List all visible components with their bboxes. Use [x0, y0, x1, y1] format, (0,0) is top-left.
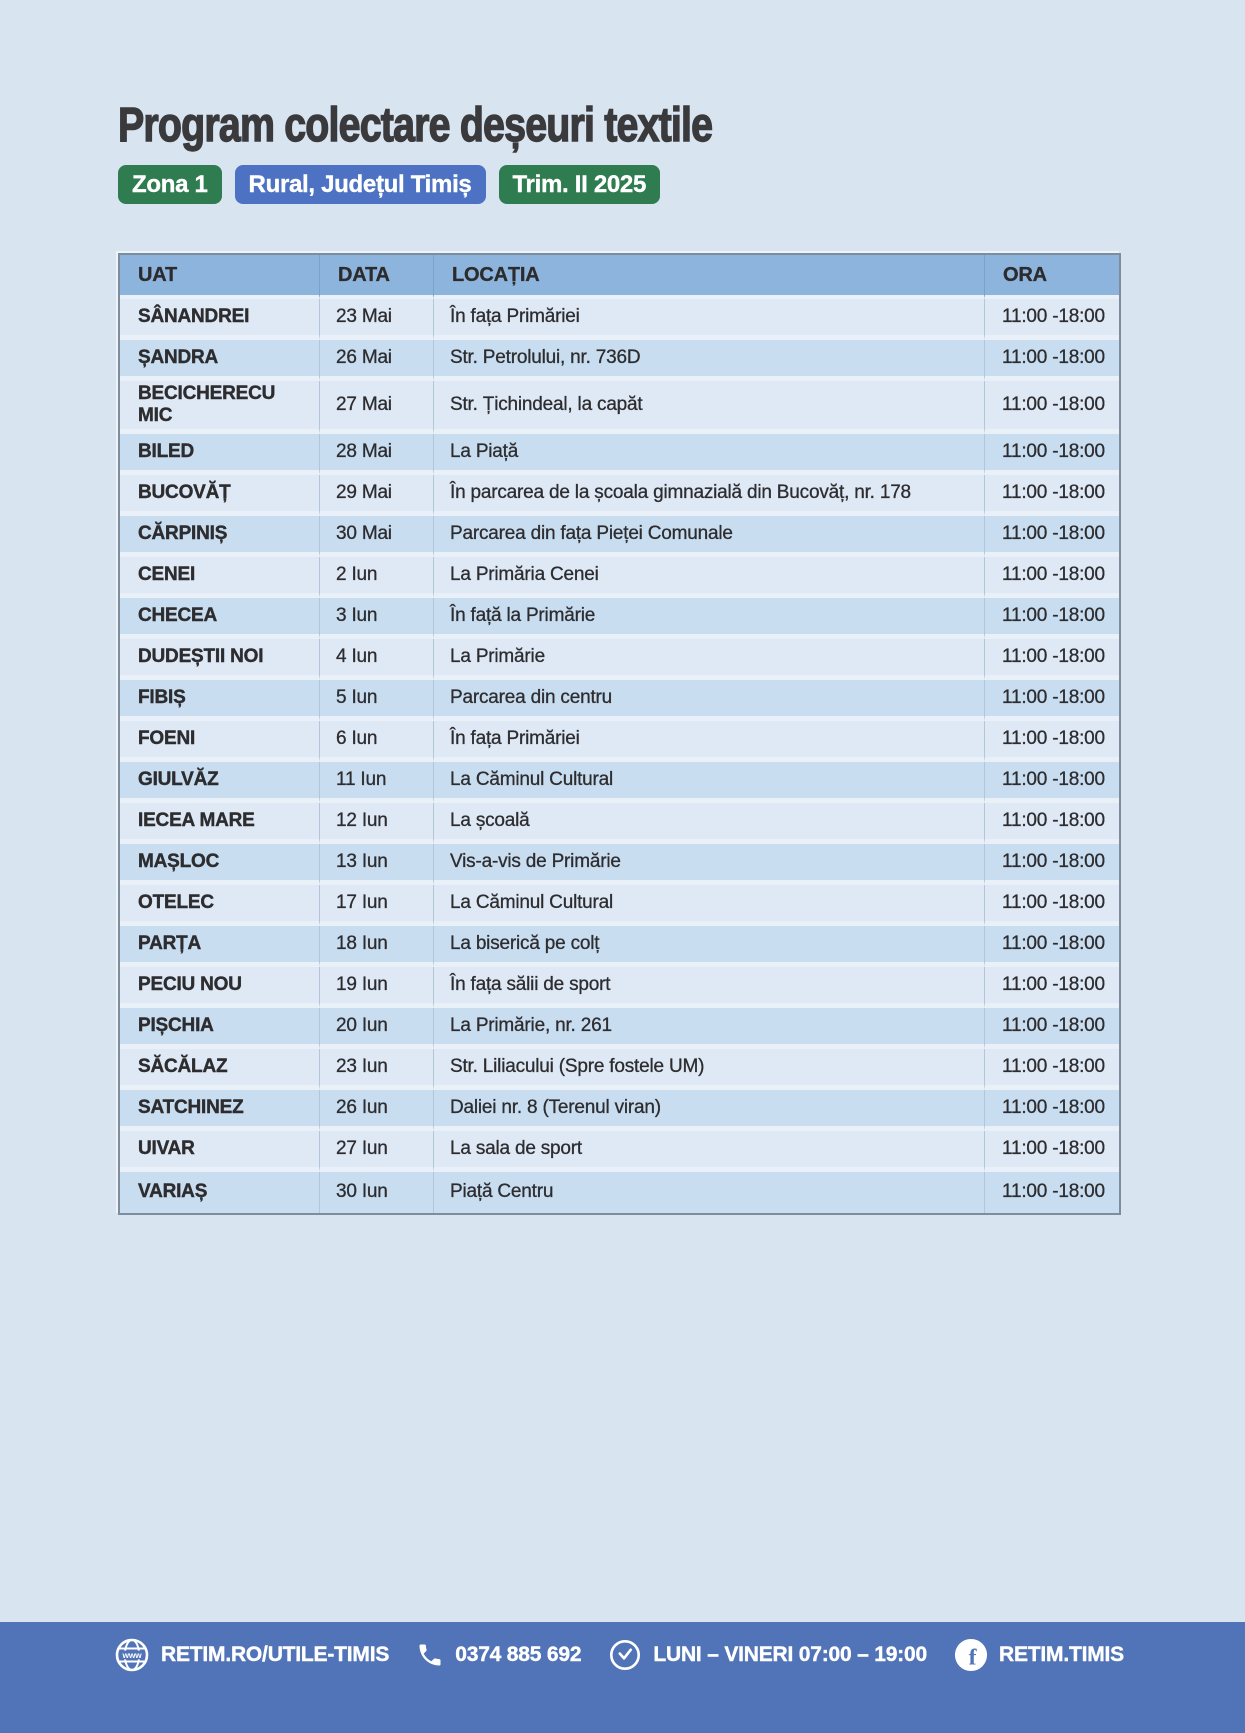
date-cell: 26 Mai: [320, 340, 434, 381]
footer-hours: [608, 1638, 927, 1672]
table-row: [120, 381, 1119, 434]
uat-cell: PARȚA: [120, 926, 320, 967]
location-cell: La Primăria Cenei: [434, 557, 985, 598]
uat-cell: SATCHINEZ: [120, 1090, 320, 1131]
table-row: [120, 967, 1119, 1008]
location-cell: În parcarea de la școala gimnazială din Bucovăț, nr. 178: [434, 475, 985, 516]
time-cell: 11:00 -18:00: [985, 299, 1119, 340]
uat-cell: SĂCĂLAZ: [120, 1049, 320, 1090]
svg-text:f: f: [968, 1644, 977, 1671]
table-row: [120, 1049, 1119, 1090]
column-header-locatia: LOCAȚIA: [434, 255, 985, 299]
time-cell: 11:00 -18:00: [985, 475, 1119, 516]
date-cell: 18 Iun: [320, 926, 434, 967]
uat-cell: BILED: [120, 434, 320, 475]
location-cell: În față la Primărie: [434, 598, 985, 639]
table-row: [120, 721, 1119, 762]
clock-icon: [608, 1638, 642, 1672]
globe-icon: [114, 1637, 150, 1673]
table-header-row: [120, 255, 1119, 299]
uat-cell: GIULVĂZ: [120, 762, 320, 803]
page-title: Program colectare deșeuri textile: [118, 99, 713, 152]
table-row: [120, 803, 1119, 844]
date-cell: 30 Mai: [320, 516, 434, 557]
time-cell: 11:00 -18:00: [985, 1090, 1119, 1131]
date-cell: 27 Iun: [320, 1131, 434, 1172]
location-cell: Parcarea din centru: [434, 680, 985, 721]
location-cell: La Căminul Cultural: [434, 885, 985, 926]
badge-zone: Zona 1: [118, 165, 222, 204]
uat-cell: SÂNANDREI: [120, 299, 320, 340]
table-row: [120, 885, 1119, 926]
schedule-table: [118, 253, 1121, 1215]
table-row: [120, 434, 1119, 475]
location-cell: Str. Petrolului, nr. 736D: [434, 340, 985, 381]
footer-facebook: [954, 1638, 1124, 1672]
table-row: [120, 1008, 1119, 1049]
location-cell: La Piață: [434, 434, 985, 475]
table-row: [120, 516, 1119, 557]
footer-phone-label: 0374 885 692: [455, 1643, 582, 1666]
time-cell: 11:00 -18:00: [985, 434, 1119, 475]
uat-cell: OTELEC: [120, 885, 320, 926]
location-cell: În fața Primăriei: [434, 721, 985, 762]
time-cell: 11:00 -18:00: [985, 516, 1119, 557]
date-cell: 20 Iun: [320, 1008, 434, 1049]
location-cell: Parcarea din fața Pieței Comunale: [434, 516, 985, 557]
footer-website-label: RETIM.RO/UTILE-TIMIS: [161, 1643, 390, 1666]
uat-cell: FIBIȘ: [120, 680, 320, 721]
footer-bar: [0, 1622, 1245, 1733]
location-cell: La Căminul Cultural: [434, 762, 985, 803]
date-cell: 13 Iun: [320, 844, 434, 885]
column-header-uat: UAT: [120, 255, 320, 299]
time-cell: 11:00 -18:00: [985, 381, 1119, 434]
time-cell: 11:00 -18:00: [985, 557, 1119, 598]
time-cell: 11:00 -18:00: [985, 639, 1119, 680]
table-row: [120, 557, 1119, 598]
uat-cell: CENEI: [120, 557, 320, 598]
date-cell: 6 Iun: [320, 721, 434, 762]
table-row: [120, 1090, 1119, 1131]
date-cell: 3 Iun: [320, 598, 434, 639]
uat-cell: VARIAȘ: [120, 1172, 320, 1213]
uat-cell: MAȘLOC: [120, 844, 320, 885]
column-header-ora: ORA: [985, 255, 1119, 299]
location-cell: La Primărie: [434, 639, 985, 680]
location-cell: La biserică pe colț: [434, 926, 985, 967]
date-cell: 23 Iun: [320, 1049, 434, 1090]
date-cell: 12 Iun: [320, 803, 434, 844]
table-row: [120, 1131, 1119, 1172]
column-header-data: DATA: [320, 255, 434, 299]
location-cell: Str. Liliacului (Spre fostele UM): [434, 1049, 985, 1090]
uat-cell: PIȘCHIA: [120, 1008, 320, 1049]
time-cell: 11:00 -18:00: [985, 721, 1119, 762]
time-cell: 11:00 -18:00: [985, 762, 1119, 803]
date-cell: 19 Iun: [320, 967, 434, 1008]
svg-text:www: www: [122, 1650, 142, 1661]
badge-row: [118, 165, 1118, 204]
uat-cell: BECICHERECU MIC: [120, 381, 320, 434]
location-cell: Daliei nr. 8 (Terenul viran): [434, 1090, 985, 1131]
time-cell: 11:00 -18:00: [985, 1131, 1119, 1172]
date-cell: 4 Iun: [320, 639, 434, 680]
location-cell: În fața Primăriei: [434, 299, 985, 340]
table-row: [120, 762, 1119, 803]
footer-facebook-label: RETIM.TIMIS: [999, 1643, 1124, 1666]
location-cell: La Primărie, nr. 261: [434, 1008, 985, 1049]
location-cell: La școală: [434, 803, 985, 844]
badge-trimester: Trim. II 2025: [499, 165, 661, 204]
table-body: [120, 299, 1119, 1213]
badge-area: Rural, Județul Timiș: [235, 165, 486, 204]
footer-website: [114, 1637, 389, 1673]
table-row: [120, 844, 1119, 885]
table-row: [120, 639, 1119, 680]
time-cell: 11:00 -18:00: [985, 803, 1119, 844]
date-cell: 2 Iun: [320, 557, 434, 598]
time-cell: 11:00 -18:00: [985, 1049, 1119, 1090]
date-cell: 17 Iun: [320, 885, 434, 926]
time-cell: 11:00 -18:00: [985, 844, 1119, 885]
date-cell: 5 Iun: [320, 680, 434, 721]
uat-cell: FOENI: [120, 721, 320, 762]
uat-cell: CĂRPINIȘ: [120, 516, 320, 557]
uat-cell: UIVAR: [120, 1131, 320, 1172]
facebook-icon: [954, 1638, 988, 1672]
date-cell: 23 Mai: [320, 299, 434, 340]
time-cell: 11:00 -18:00: [985, 680, 1119, 721]
table-row: [120, 598, 1119, 639]
table-row: [120, 299, 1119, 340]
location-cell: Piață Centru: [434, 1172, 985, 1213]
uat-cell: PECIU NOU: [120, 967, 320, 1008]
table-row: [120, 340, 1119, 381]
time-cell: 11:00 -18:00: [985, 340, 1119, 381]
footer-content: [114, 1622, 1124, 1673]
date-cell: 30 Iun: [320, 1172, 434, 1213]
table-row: [120, 1172, 1119, 1213]
time-cell: 11:00 -18:00: [985, 1172, 1119, 1213]
date-cell: 28 Mai: [320, 434, 434, 475]
table-row: [120, 680, 1119, 721]
location-cell: La sala de sport: [434, 1131, 985, 1172]
date-cell: 26 Iun: [320, 1090, 434, 1131]
date-cell: 29 Mai: [320, 475, 434, 516]
uat-cell: DUDEȘTII NOI: [120, 639, 320, 680]
flyer-content: [118, 0, 1118, 1215]
footer-hours-label: LUNI – VINERI 07:00 – 19:00: [653, 1643, 927, 1666]
phone-icon: [416, 1641, 444, 1669]
time-cell: 11:00 -18:00: [985, 926, 1119, 967]
uat-cell: IECEA MARE: [120, 803, 320, 844]
location-cell: În fața sălii de sport: [434, 967, 985, 1008]
time-cell: 11:00 -18:00: [985, 1008, 1119, 1049]
table-row: [120, 926, 1119, 967]
date-cell: 11 Iun: [320, 762, 434, 803]
time-cell: 11:00 -18:00: [985, 885, 1119, 926]
uat-cell: CHECEA: [120, 598, 320, 639]
date-cell: 27 Mai: [320, 381, 434, 434]
location-cell: Str. Țichindeal, la capăt: [434, 381, 985, 434]
uat-cell: BUCOVĂȚ: [120, 475, 320, 516]
time-cell: 11:00 -18:00: [985, 967, 1119, 1008]
location-cell: Vis-a-vis de Primărie: [434, 844, 985, 885]
uat-cell: ȘANDRA: [120, 340, 320, 381]
footer-phone: [416, 1641, 581, 1669]
time-cell: 11:00 -18:00: [985, 598, 1119, 639]
table-row: [120, 475, 1119, 516]
